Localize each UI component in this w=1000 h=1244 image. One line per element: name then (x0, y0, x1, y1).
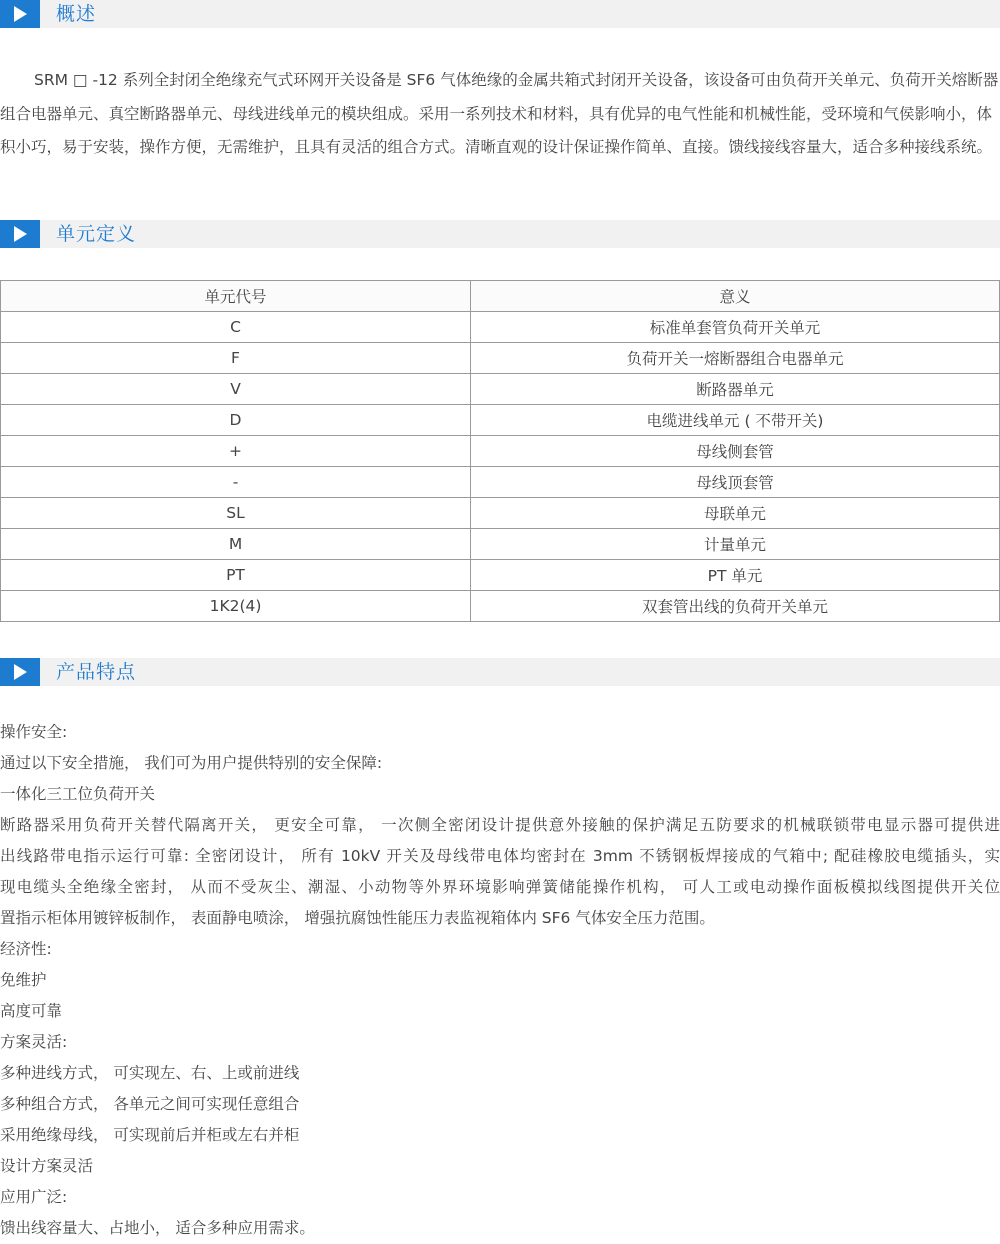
section-marker (0, 658, 40, 686)
unit-meaning-cell: 计量单元 (471, 529, 1000, 560)
feature-line: 免维护 (0, 971, 47, 989)
table-row (1, 312, 1000, 343)
feature-heading-flexibility: 方案灵活: (0, 1033, 68, 1051)
feature-line: 多种进线方式， 可实现左、右、上或前进线 (0, 1064, 300, 1082)
feature-heading-safety: 操作安全: (0, 723, 68, 741)
table-row (1, 343, 1000, 374)
column-header-code: 单元代号 (1, 281, 471, 312)
play-arrow-icon (14, 664, 27, 680)
feature-line: 多种组合方式， 各单元之间可实现任意组合 (0, 1095, 300, 1113)
unit-code-cell: C (1, 312, 471, 343)
unit-meaning-cell: 电缆进线单元 ( 不带开关) (471, 405, 1000, 436)
unit-meaning-cell: 母联单元 (471, 498, 1000, 529)
unit-meaning-cell: 标准单套管负荷开关单元 (471, 312, 1000, 343)
overview-section-header (0, 0, 1000, 28)
table-row (1, 374, 1000, 405)
feature-line: 采用绝缘母线， 可实现前后并柜或左右并柜 (0, 1126, 300, 1144)
section-marker (0, 220, 40, 248)
unit-meaning-cell: 负荷开关一熔断器组合电器单元 (471, 343, 1000, 374)
feature-line: 置指示柜体用镀锌板制作， 表面静电喷涂， 增强抗腐蚀性能压力表监视箱体内 SF6 气体安全压力范围。 (0, 909, 715, 927)
unit-code-cell: 1K2(4) (1, 591, 471, 622)
table-row (1, 467, 1000, 498)
table-row (1, 560, 1000, 591)
overview-paragraph-text: SRM □ -12 系列全封闭全绝缘充气式环网开关设备是 SF6 气体绝缘的金属共箱式封闭开关设备，该设备可由负荷开关单元、负荷开关熔断器组合电器单元、真空断路器单元、母线进线单元的模块组成。采用一系列技术和材料，具有优异的电气性能和机械性能，受环境和气侯影响小，体积小巧，易于安装，操作方便，无需维护，且具有灵活的组合方式。清晰直观的设计保证操作简单、直接。馈线接线容量大，适合多种接线系统。 (0, 71, 999, 156)
unit-meaning-cell: 母线顶套管 (471, 467, 1000, 498)
unit-code-cell: M (1, 529, 471, 560)
unit-code-cell: - (1, 467, 471, 498)
play-arrow-icon (14, 226, 27, 242)
unit-meaning-cell: 断路器单元 (471, 374, 1000, 405)
unit-code-cell: F (1, 343, 471, 374)
unit-meaning-cell: 双套管出线的负荷开关单元 (471, 591, 1000, 622)
feature-line: 通过以下安全措施， 我们可为用户提供特别的安全保障: (0, 754, 383, 772)
feature-line: 一体化三工位负荷开关 (0, 785, 156, 803)
table-row (1, 436, 1000, 467)
table-row (1, 529, 1000, 560)
feature-line: 设计方案灵活 (0, 1157, 94, 1175)
unit-code-cell: D (1, 405, 471, 436)
feature-heading-economy: 经济性: (0, 940, 52, 958)
table-row (1, 498, 1000, 529)
unit-code-cell: + (1, 436, 471, 467)
feature-line: 出线路带电指示运行可靠: 全密闭设计， 所有 10kV 开关及母线带电体均密封在 3mm 不锈钢板焊接成的气箱中; 配硅橡胶电缆插头，实 (0, 847, 1000, 865)
feature-heading-application: 应用广泛: (0, 1188, 68, 1206)
play-arrow-icon (14, 6, 27, 22)
section-marker (0, 0, 40, 28)
feature-line: 馈出线容量大、占地小， 适合多种应用需求。 (0, 1219, 315, 1237)
feature-line: 高度可靠 (0, 1002, 63, 1020)
features-section-header (0, 658, 1000, 686)
table-header-row (1, 281, 1000, 312)
unit-meaning-cell: 母线侧套管 (471, 436, 1000, 467)
unit-code-cell: SL (1, 498, 471, 529)
feature-line: 现电缆头全绝缘全密封， 从而不受灰尘、潮湿、小动物等外界环境影响弹簧储能操作机构， 可人工或电动操作面板模拟线图提供开关位 (0, 878, 1000, 896)
unit-definition-table (0, 280, 1000, 622)
table-row (1, 591, 1000, 622)
units-title: 单元定义 (56, 223, 137, 245)
column-header-meaning: 意义 (471, 281, 1000, 312)
units-section-header (0, 220, 1000, 248)
feature-line: 断路器采用负荷开关替代隔离开关， 更安全可靠， 一次侧全密闭设计提供意外接触的保护满足五防要求的机械联锁带电显示器可提供进 (0, 816, 1000, 834)
table-row (1, 405, 1000, 436)
unit-meaning-cell: PT 单元 (471, 560, 1000, 591)
unit-code-cell: PT (1, 560, 471, 591)
overview-paragraph (0, 64, 1000, 165)
features-title: 产品特点 (56, 661, 137, 683)
overview-title: 概述 (56, 3, 97, 25)
unit-code-cell: V (1, 374, 471, 405)
